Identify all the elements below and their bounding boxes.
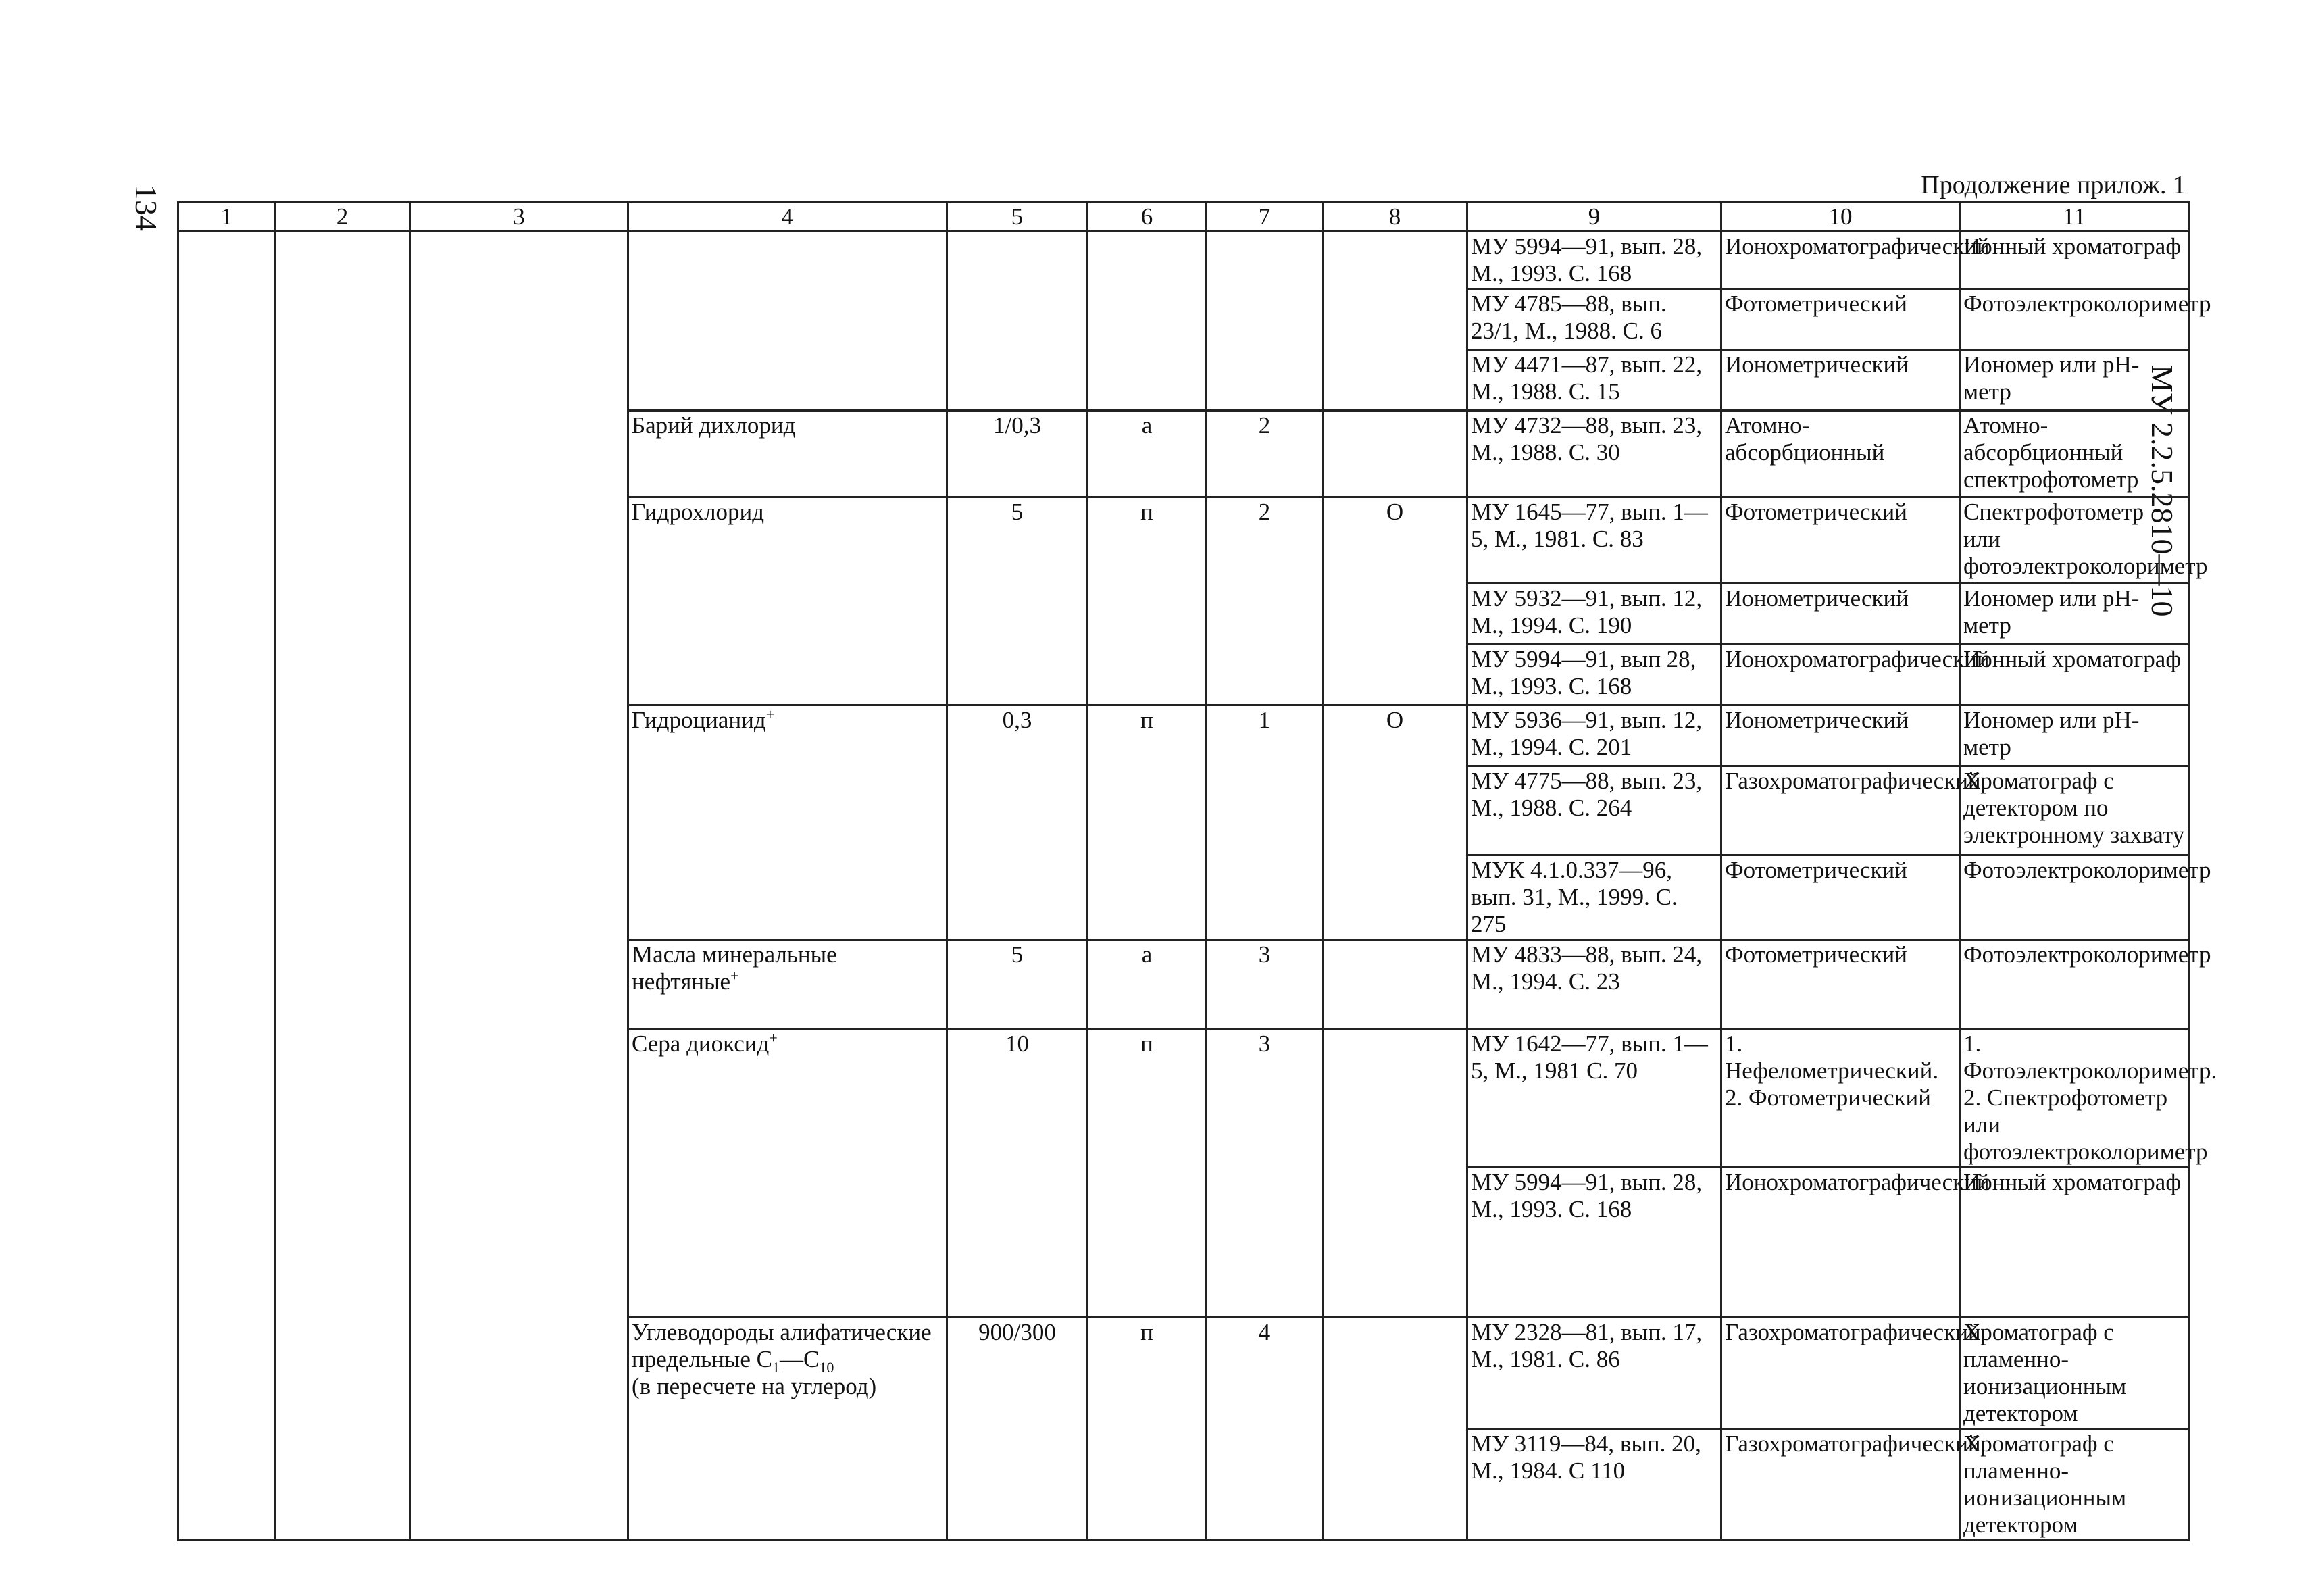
instrument-cell: Спектрофотометр или фотоэлектроколориметр <box>1960 497 2189 584</box>
value-cell-5: 5 <box>947 497 1088 705</box>
method-type-cell: Фотометрический <box>1721 289 1960 350</box>
method-document-cell: МУ 4785—88, вып. 23/1, М., 1988. С. 6 <box>1467 289 1721 350</box>
header-cell: 5 <box>947 203 1088 232</box>
blank-cell-col1 <box>178 232 275 1541</box>
method-type-cell: Ионометрический <box>1721 705 1960 766</box>
instrument-cell: Атомно-абсорбционный спектрофотометр <box>1960 411 2189 497</box>
table-body <box>178 232 2217 1541</box>
method-document-cell: МУ 5994—91, вып. 28, М., 1993. С. 168 <box>1467 1168 1721 1318</box>
formula-dash: —С <box>779 1346 820 1372</box>
value-cell-5: 5 <box>947 940 1088 1029</box>
appendix-table <box>177 201 2217 1541</box>
superscript-mark: + <box>765 705 775 723</box>
method-document-cell: МУ 4775—88, вып. 23, М., 1988. С. 264 <box>1467 766 1721 855</box>
value-cell-7: 3 <box>1207 940 1323 1029</box>
header-cell: 8 <box>1323 203 1467 232</box>
method-document-cell: МУ 4471—87, вып. 22, М., 1988. С. 15 <box>1467 350 1721 411</box>
value-cell-8: О <box>1323 497 1467 705</box>
value-cell-8 <box>1323 940 1467 1029</box>
value-cell-7: 3 <box>1207 1029 1323 1318</box>
instrument-cell: Фотоэлектроколориметр <box>1960 855 2189 940</box>
substance-cell <box>628 497 947 705</box>
value-cell-8 <box>1323 411 1467 497</box>
method-type-cell: Фотометрический <box>1721 940 1960 1029</box>
substance-cell <box>628 705 947 940</box>
value-cell-6: п <box>1088 1029 1207 1318</box>
value-cell-6: п <box>1088 497 1207 705</box>
instrument-cell: Хроматограф с детектором по электронному захвату <box>1960 766 2189 855</box>
method-document-cell: МУ 1642—77, вып. 1—5, М., 1981 С. 70 <box>1467 1029 1721 1168</box>
method-document-cell: МУ 1645—77, вып. 1—5, М., 1981. С. 83 <box>1467 497 1721 584</box>
value-cell-5 <box>947 232 1088 411</box>
instrument-cell: Ионный хроматограф <box>1960 1168 2189 1318</box>
instrument-cell: Ионный хроматограф <box>1960 232 2189 289</box>
method-type-cell: Ионометрический <box>1721 584 1960 645</box>
substance-name: Углеводороды алифатические предельные С <box>632 1319 932 1372</box>
value-cell-6: п <box>1088 705 1207 940</box>
method-document-cell: МУ 4732—88, вып. 23, М., 1988. С. 30 <box>1467 411 1721 497</box>
value-cell-6 <box>1088 232 1207 411</box>
substance-note: (в пересчете на углерод) <box>632 1373 877 1399</box>
method-type-cell: Ионохроматографический <box>1721 1168 1960 1318</box>
header-cell: 9 <box>1467 203 1721 232</box>
method-type-cell: Фотометрический <box>1721 855 1960 940</box>
method-type-cell: Ионохроматографический <box>1721 645 1960 705</box>
table-row <box>178 232 2189 289</box>
method-type-cell: 1. Нефелометрический. 2. Фотометрический <box>1721 1029 1960 1168</box>
value-cell-7: 2 <box>1207 411 1323 497</box>
value-cell-7: 2 <box>1207 497 1323 705</box>
header-cell: 6 <box>1088 203 1207 232</box>
method-document-cell: МУ 4833—88, вып. 24, М., 1994. С. 23 <box>1467 940 1721 1029</box>
superscript-mark: + <box>730 967 739 984</box>
value-cell-8: О <box>1323 705 1467 940</box>
method-document-cell: МУ 5994—91, вып. 28, М., 1993. С. 168 <box>1467 232 1721 289</box>
value-cell-6: а <box>1088 411 1207 497</box>
instrument-cell: Иономер или рН-метр <box>1960 584 2189 645</box>
substance-cell <box>628 411 947 497</box>
value-cell-5: 0,3 <box>947 705 1088 940</box>
header-cell: 7 <box>1207 203 1323 232</box>
substance-cell <box>628 1318 947 1541</box>
substance-name: Масла минеральные нефтяные <box>632 941 837 995</box>
method-document-cell: МУ 5932—91, вып. 12, М., 1994. С. 190 <box>1467 584 1721 645</box>
method-type-cell: Атомно-абсорбционный <box>1721 411 1960 497</box>
blank-cell-col2 <box>275 232 410 1541</box>
header-cell: 10 <box>1721 203 1960 232</box>
method-document-cell: МУ 5994—91, вып 28, М., 1993. С. 168 <box>1467 645 1721 705</box>
substance-cell <box>628 232 947 411</box>
value-cell-7: 1 <box>1207 705 1323 940</box>
method-type-cell: Ионометрический <box>1721 350 1960 411</box>
substance-name: Сера диоксид <box>632 1030 770 1057</box>
superscript-mark: + <box>769 1029 778 1047</box>
instrument-cell: Иономер или рН-метр <box>1960 350 2189 411</box>
value-cell-8 <box>1323 1318 1467 1541</box>
header-cell: 3 <box>410 203 628 232</box>
page-number: 134 <box>129 184 164 231</box>
substance-name: Барий дихлорид <box>632 412 796 439</box>
value-cell-8 <box>1323 1029 1467 1318</box>
header-cell: 11 <box>1960 203 2189 232</box>
method-type-cell: Ионохроматографический <box>1721 232 1960 289</box>
instrument-cell: Хроматограф с пламенно-ионизационным детектором <box>1960 1429 2189 1541</box>
value-cell-5: 1/0,3 <box>947 411 1088 497</box>
value-cell-5: 10 <box>947 1029 1088 1318</box>
instrument-cell: Хроматограф с пламенно-ионизационным детектором <box>1960 1318 2189 1429</box>
header-cell: 4 <box>628 203 947 232</box>
method-type-cell: Газохроматографический <box>1721 1429 1960 1541</box>
value-cell-6: п <box>1088 1318 1207 1541</box>
value-cell-7 <box>1207 232 1323 411</box>
instrument-cell: Иономер или рН-метр <box>1960 705 2189 766</box>
header-cell: 1 <box>178 203 275 232</box>
blank-cell-col3 <box>410 232 628 1541</box>
method-type-cell: Фотометрический <box>1721 497 1960 584</box>
substance-name: Гидрохлорид <box>632 499 765 525</box>
header-row <box>178 203 2189 232</box>
instrument-cell: 1. Фотоэлектроколориметр. 2. Спектрофотометр или фотоэлектроколориметр <box>1960 1029 2189 1168</box>
value-cell-7: 4 <box>1207 1318 1323 1541</box>
method-document-cell: МУ 2328—81, вып. 17, М., 1981. С. 86 <box>1467 1318 1721 1429</box>
instrument-cell: Ионный хроматограф <box>1960 645 2189 705</box>
value-cell-5: 900/300 <box>947 1318 1088 1541</box>
method-type-cell: Газохроматографический <box>1721 766 1960 855</box>
instrument-cell: Фотоэлектроколориметр <box>1960 289 2189 350</box>
continuation-caption: Продолжение прилож. 1 <box>1921 171 2186 199</box>
value-cell-8 <box>1323 232 1467 411</box>
substance-cell <box>628 1029 947 1318</box>
document-code: МУ 2.2.5.2810—10 <box>2145 365 2180 617</box>
method-document-cell: МУ 3119—84, вып. 20, М., 1984. С 110 <box>1467 1429 1721 1541</box>
instrument-cell: Фотоэлектроколориметр <box>1960 940 2189 1029</box>
method-document-cell: МУ 5936—91, вып. 12, М., 1994. С. 201 <box>1467 705 1721 766</box>
method-document-cell: МУК 4.1.0.337—96, вып. 31, М., 1999. С. 275 <box>1467 855 1721 940</box>
substance-cell <box>628 940 947 1029</box>
value-cell-6: а <box>1088 940 1207 1029</box>
header-cell: 2 <box>275 203 410 232</box>
method-type-cell: Газохроматографический <box>1721 1318 1960 1429</box>
substance-name: Гидроцианид <box>632 707 766 733</box>
subscript: 10 <box>819 1359 834 1376</box>
subscript: 1 <box>772 1359 780 1376</box>
